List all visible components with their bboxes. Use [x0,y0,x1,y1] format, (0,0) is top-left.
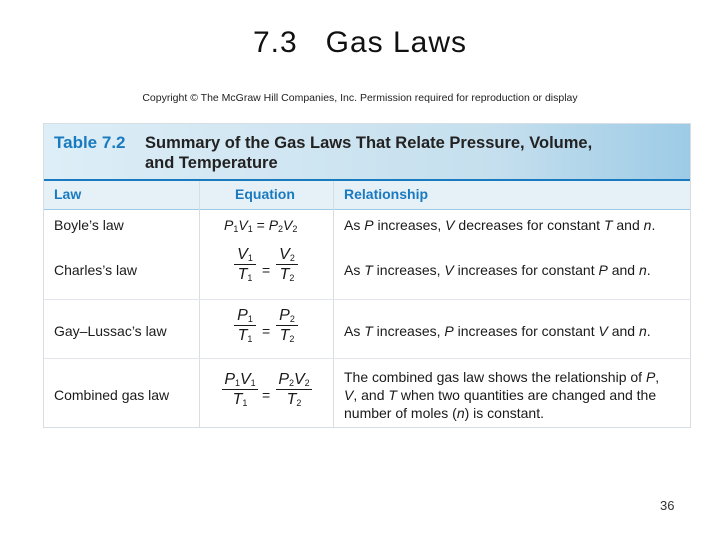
equals-sign: = [262,323,271,339]
header-relationship: Relationship [344,186,429,202]
copyright-notice: Copyright © The McGraw Hill Companies, Inc. Permission required for reproduction or display [142,92,578,104]
header-rule [44,209,690,210]
equation-charles-right: $V_2$ $T_2$ [276,246,298,283]
equals-sign: = [262,387,271,403]
law-boyle: Boyle’s law [54,217,124,233]
equation-gay-lussac-left: $P_1$ $T_1$ [234,307,256,344]
law-charles: Charles’s law [54,262,137,278]
law-combined: Combined gas law [54,387,170,403]
slide-title: 7.3 Gas Laws [252,26,468,59]
relationship-gay-lussac: As T increases, P increases for constant V and n. [344,323,651,339]
law-gay-lussac: Gay–Lussac’s law [54,323,167,339]
table-caption-line1: Summary of the Gas Laws That Relate Pressure, Volume, [145,134,593,152]
equation-charles-left: $V_1$ $T_1$ [234,246,256,283]
column-divider [333,181,334,427]
equals-sign: = [262,262,271,278]
equation-combined-right: $P_2V_2$ $T_2$ [276,371,312,408]
gas-laws-table [43,123,691,428]
row-divider [44,358,690,359]
header-equation: Equation [235,186,295,202]
table-caption-band [44,124,690,179]
table-caption-line2: and Temperature [145,154,278,172]
relationship-charles: As T increases, V increases for constant P and n. [344,262,651,278]
row-divider [44,299,690,300]
column-divider [199,181,200,427]
equation-combined-left: $P_1V_1$ $T_1$ [222,371,258,408]
table-caption [145,133,645,173]
relationship-boyle: As P increases, V decreases for constant T and n. [344,217,656,233]
page-number: 36 [660,498,675,513]
equation-boyle: $P_1V_1 = P_2V_2$ [224,217,298,234]
table-number: Table 7.2 [54,133,126,152]
equation-gay-lussac-right: $P_2$ $T_2$ [276,307,298,344]
table-header-row [44,181,690,209]
relationship-combined: The combined gas law shows the relationship of P, V, and T when two quantities are changed and the number of moles (n) is constant. [344,369,660,421]
header-law: Law [54,186,82,202]
